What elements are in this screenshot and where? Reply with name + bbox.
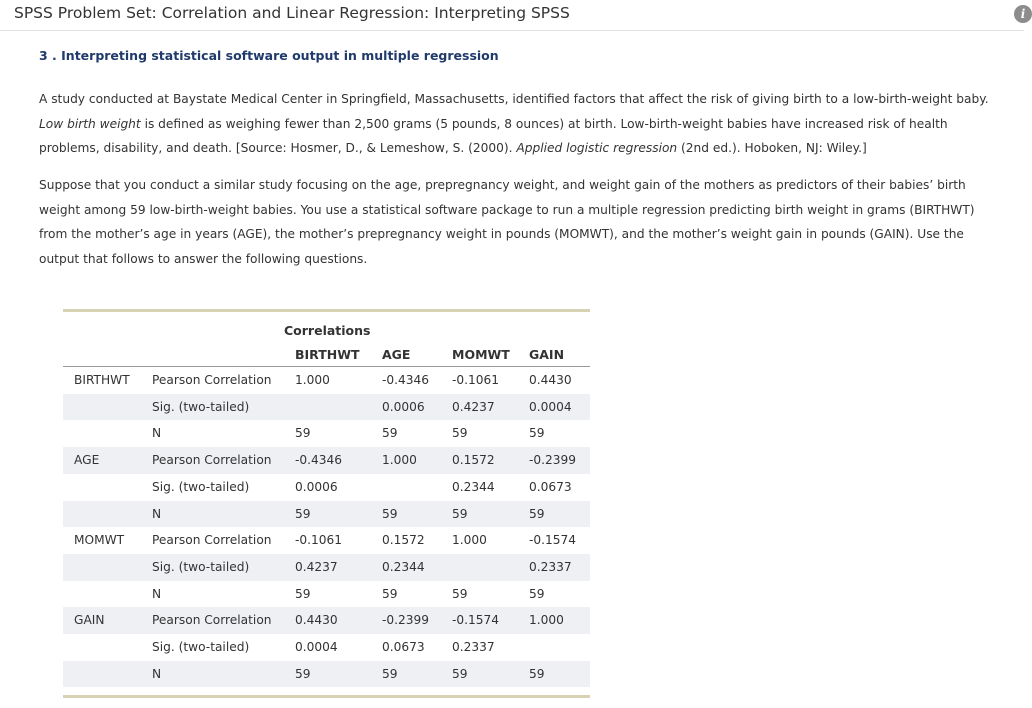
column-header-momwt: MOMWT [452,347,510,362]
table-row [63,527,590,554]
table-cell: 1.000 [295,373,330,387]
intro-italic-2: Applied logistic regression [516,141,678,155]
table-cell: 59 [382,506,398,521]
table-cell: 0.0004 [529,399,572,414]
table-cell: 0.0006 [295,479,338,494]
row-statistic: N [152,586,162,601]
table-cell: 0.1572 [452,453,495,468]
row-statistic: Pearson Correlation [152,373,272,387]
intro-text-2: is defined as weighing fewer than 2,500 grams (5 pounds, 8 ounces) at birth. Low-birth-weight babies have increased risk of health problems, disability, and death. [Source: Hosmer, D., & Lemeshow, S. (2000). [39,116,948,155]
row-statistic: Pearson Correlation [152,453,272,468]
table-cell: 59 [452,426,468,441]
table-cell: -0.2399 [529,453,577,468]
scenario-paragraph: Suppose that you conduct a similar study focusing on the age, prepregnancy weight, and weight gain of the mothers as predictors of their babies’ birth weight among 59 low-birth-weight babies. You use a statistical software package to run a multiple regression predicting birth weight in grams (BIRTHWT) from the mother’s age in years (AGE), the mother’s prepregnancy weight in pounds (MOMWT), and the mother’s weight gain in pounds (GAIN). Use the output that follows to answer the following questions. [39,178,975,266]
row-statistic: Sig. (two-tailed) [152,479,250,494]
column-header-gain: GAIN [529,347,565,362]
table-cell: 1.000 [382,453,417,468]
table-row [63,447,590,474]
column-header-birthwt: BIRTHWT [295,347,360,362]
table-row [63,634,590,661]
table-cell: 59 [529,426,545,441]
table-cell: 59 [452,586,468,601]
table-cell: 59 [295,586,311,601]
table-row [63,607,590,634]
table-cell: 0.0673 [382,640,425,654]
table-cell: 59 [295,506,311,521]
table-cell: 0.1572 [382,533,425,548]
table-cell: 1.000 [452,533,487,548]
top-bar [0,0,1024,31]
row-variable: GAIN [74,613,105,628]
intro-paragraph [39,87,989,161]
column-header-age: AGE [382,347,411,362]
row-statistic: Pearson Correlation [152,533,272,548]
table-cell: 59 [295,666,311,681]
intro-text-1: A study conducted at Baystate Medical Center in Springfield, Massachusetts, identified factors that affect the risk of giving birth to a low-birth-weight baby. [39,92,989,106]
table-cell: 0.2344 [382,559,425,574]
table-cell: 0.4430 [529,373,572,387]
table-cell: 59 [529,586,545,601]
table-cell: -0.4346 [382,373,430,387]
row-variable: BIRTHWT [74,373,130,387]
table-cell: 59 [382,426,398,441]
table-cell: -0.1061 [295,533,343,548]
table-row [63,474,590,501]
row-statistic: Sig. (two-tailed) [152,559,250,574]
correlations-table [63,309,590,699]
row-statistic: N [152,666,162,681]
row-statistic: N [152,426,162,441]
table-cell: 0.0006 [382,399,425,414]
table-cell: 0.4237 [295,559,338,574]
table-cell: 1.000 [529,613,564,628]
intro-text-3: (2nd ed.). Hoboken, NJ: Wiley.] [677,141,867,155]
table-cell: 0.0673 [529,479,572,494]
table-top-rule [63,309,590,312]
page-title: SPSS Problem Set: Correlation and Linear Regression: Interpreting SPSS [14,4,570,22]
intro-italic-1: Low birth weight [39,116,141,131]
table-cell: 59 [452,666,468,681]
table-cell: -0.1574 [529,533,577,548]
table-cell: -0.1061 [452,373,500,387]
table-row [63,581,590,608]
table-cell: 59 [382,586,398,601]
table-cell: -0.1574 [452,613,500,628]
table-bottom-rule [63,695,590,698]
table-cell: 0.4237 [452,399,495,414]
table-cell: 59 [529,666,545,681]
row-statistic: N [152,506,162,521]
table-cell: -0.2399 [382,613,430,628]
table-row [63,367,590,394]
table-cell: 59 [382,666,398,681]
row-variable: AGE [74,453,100,468]
table-cell: 59 [295,426,311,441]
table-row [63,394,590,421]
table-cell: 59 [529,506,545,521]
table-row [63,501,590,528]
row-statistic: Sig. (two-tailed) [152,399,250,414]
table-row [63,661,590,688]
table-cell: -0.4346 [295,453,343,468]
table-cell: 59 [452,506,468,521]
table-cell: 0.2337 [452,640,495,654]
row-statistic: Sig. (two-tailed) [152,640,250,654]
table-cell: 0.2337 [529,559,572,574]
table-row [63,554,590,581]
table-title: Correlations [284,323,371,338]
table-cell: 0.0004 [295,640,338,654]
row-statistic: Pearson Correlation [152,613,272,628]
row-variable: MOMWT [74,533,125,548]
section-heading: 3 . Interpreting statistical software output in multiple regression [39,48,499,63]
table-cell: 0.4430 [295,613,338,628]
info-icon[interactable]: i [1014,5,1032,23]
table-row [63,420,590,447]
table-cell: 0.2344 [452,479,495,494]
